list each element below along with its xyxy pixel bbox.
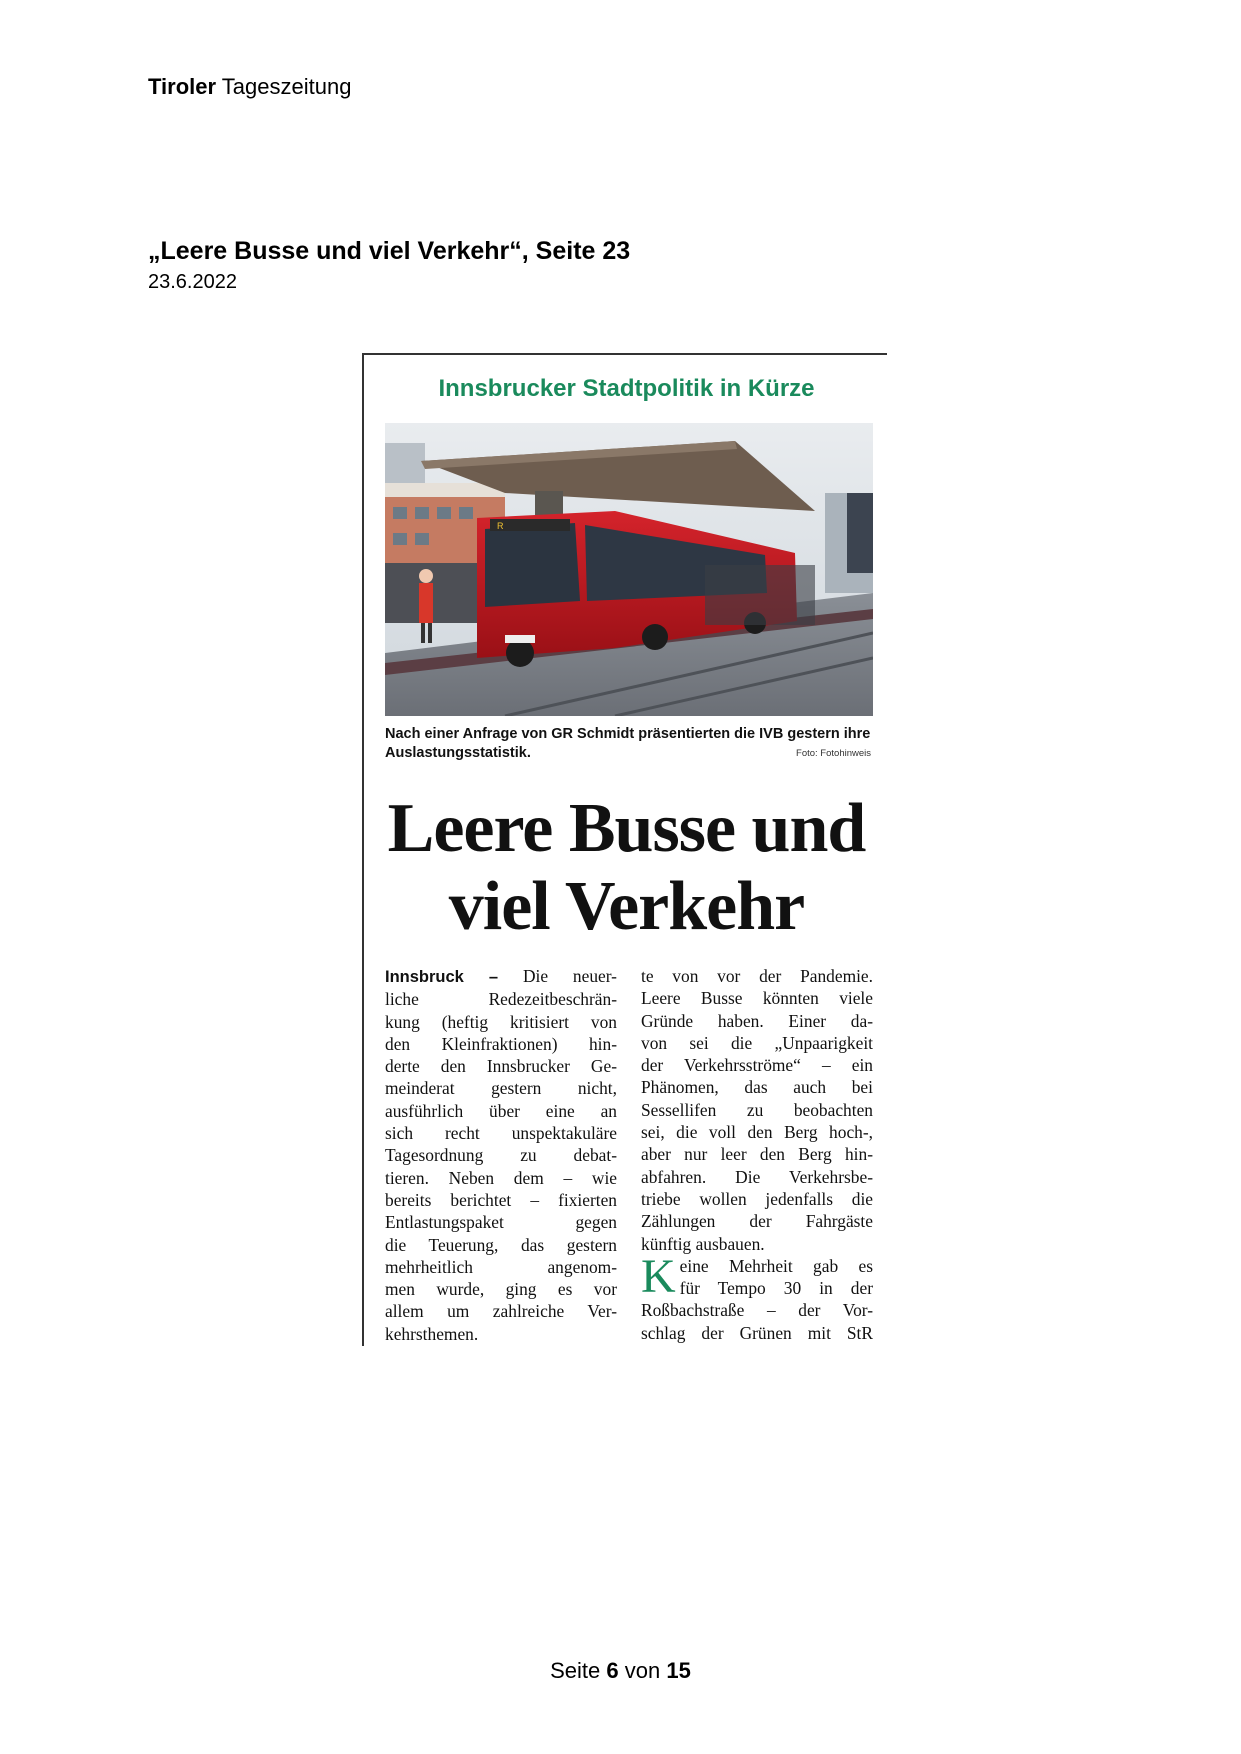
- drop-cap: K: [641, 1249, 676, 1303]
- article-column-1: [385, 965, 617, 1345]
- text-line: meinderat gestern nicht,: [385, 1078, 617, 1099]
- text-line: Phänomen, das auch bei: [641, 1077, 873, 1098]
- dateline: Innsbruck –: [385, 968, 499, 986]
- text-line: sich recht unspektakuläre: [385, 1123, 617, 1144]
- text-line: den Kleinfraktionen) hin-: [385, 1033, 617, 1054]
- text-line: Sessellifen zu beobachten: [641, 1099, 873, 1120]
- page-of-label: von: [624, 1658, 661, 1683]
- bus-photo: [385, 423, 873, 716]
- text-line: von sei die „Unpaarigkeit: [641, 1032, 873, 1053]
- text-line: eine Mehrheit gab es: [679, 1255, 873, 1276]
- text-line: Leere Busse könnten viele: [641, 988, 873, 1009]
- bus-route-display: R: [497, 521, 504, 531]
- document-date: 23.6.2022: [148, 271, 237, 293]
- page-label: Seite: [550, 1658, 601, 1683]
- rubric-heading: Innsbrucker Stadtpolitik in Kürze: [438, 375, 815, 402]
- text-line: schlag der Grünen mit StR: [641, 1322, 873, 1343]
- text-line: die Teuerung, das gestern: [385, 1234, 617, 1255]
- text-line: sei, die voll den Berg hoch-,: [641, 1122, 873, 1143]
- text-line: für Tempo 30 in der: [679, 1278, 873, 1299]
- text-line: liche Redezeitbeschrän-: [385, 989, 617, 1010]
- document-title: „Leere Busse und viel Verkehr“, Seite 23: [148, 237, 631, 265]
- brand-regular: Tageszeitung: [221, 74, 352, 99]
- text-line: kehrsthemen.: [385, 1323, 479, 1344]
- text-line: kung (heftig kritisiert von: [385, 1011, 617, 1032]
- text-line: tieren. Neben dem – wie: [385, 1167, 617, 1188]
- page-total: 15: [666, 1658, 691, 1683]
- article-headline: [364, 790, 889, 946]
- newspaper-clipping: [362, 353, 887, 1346]
- photo-caption: Nach einer Anfrage von GR Schmidt präsentierten die IVB gestern ihre Auslastungsstatistik.: [385, 726, 871, 761]
- text-line: Zählungen der Fahrgäste: [641, 1211, 873, 1232]
- page-current: 6: [606, 1658, 619, 1683]
- text-line: abfahren. Die Verkehrsbe-: [641, 1166, 873, 1187]
- text-line: Tagesordnung zu debat-: [385, 1145, 617, 1166]
- text-line: künftig ausbauen.: [641, 1233, 765, 1254]
- publication-brand: [148, 74, 351, 100]
- text-line: te von vor der Pandemie.: [641, 966, 873, 986]
- brand-bold: Tiroler: [148, 74, 217, 99]
- text-line: [385, 965, 617, 988]
- text-line: aber nur leer den Berg hin-: [641, 1144, 873, 1165]
- text-line: men wurde, ging es vor: [385, 1279, 617, 1300]
- text-line: Roßbachstraße – der Vor-: [641, 1300, 873, 1321]
- text-line: allem um zahlreiche Ver-: [385, 1301, 617, 1322]
- headline-line-1: Leere Busse und: [387, 790, 866, 867]
- text-line: bereits berichtet – fixierten: [385, 1189, 617, 1210]
- headline-line-2: viel Verkehr: [448, 868, 805, 945]
- text-line: triebe wollen jedenfalls die: [641, 1188, 873, 1209]
- article-column-2: [641, 965, 873, 1344]
- photo-credit: Foto: Fotohinweis: [796, 748, 871, 759]
- text-line: Gründe haben. Einer da-: [641, 1010, 873, 1031]
- text-line: der Verkehrsströme“ – ein: [641, 1055, 873, 1076]
- page-footer: [0, 1658, 1241, 1684]
- text-line: mehrheitlich angenom-: [385, 1256, 617, 1277]
- text-line: ausführlich über eine an: [385, 1100, 617, 1121]
- text-line: Entlastungspaket gegen: [385, 1212, 617, 1233]
- text-line-content: Die neuer-: [522, 966, 617, 986]
- text-line: derte den Innsbrucker Ge-: [385, 1056, 617, 1077]
